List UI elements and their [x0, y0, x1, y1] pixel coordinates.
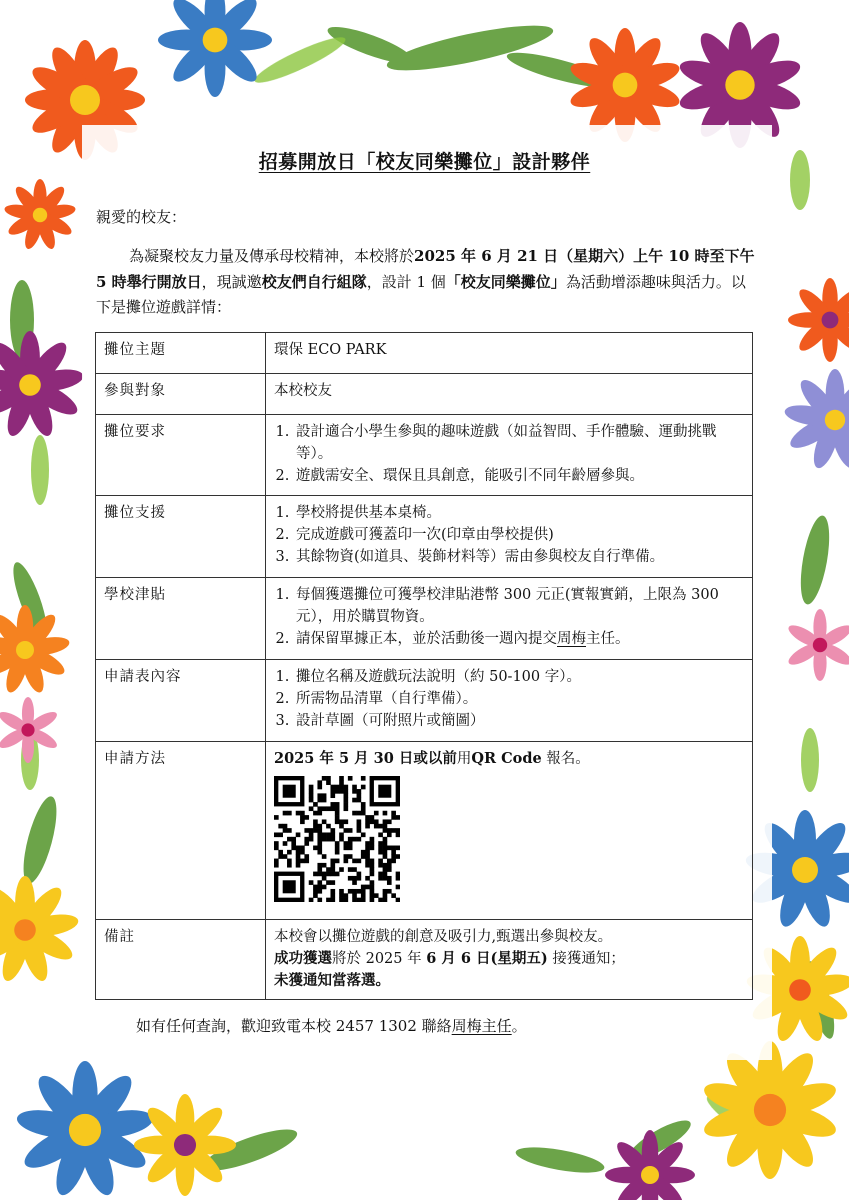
list-item: 1. 學校將提供基本桌椅。: [294, 502, 744, 524]
not-selected-note: 未獲通知當落選。: [274, 972, 390, 989]
row-value: [266, 496, 753, 578]
allowance-text: 請保留單據正本，並於活動後一週內提交: [296, 631, 557, 647]
intro-booth: 「校友同樂攤位」: [445, 272, 566, 291]
intro-text-4: 為活動增添趣味與活力。以下是攤位遊戲詳情：: [96, 272, 746, 316]
table-row: [96, 660, 753, 742]
intro-team: 校友們自行組隊: [261, 272, 367, 291]
table-row: [96, 742, 753, 920]
table-row: [96, 333, 753, 374]
list-item: 2. 完成遊戲可獲蓋印一次(印章由學校提供): [294, 524, 744, 546]
row-label: 備註: [96, 920, 266, 1000]
remarks-line-3: [274, 970, 744, 992]
form-list: [274, 666, 744, 732]
list-item: 1. 每個獲選攤位可獲學校津貼港幣 300 元正(實報實銷，上限為 300 元），用於購買物資。: [294, 584, 744, 628]
remarks-notify: 接獲通知；: [552, 951, 625, 967]
method-text: [274, 748, 744, 770]
list-item: 1. 設計適合小學生參與的趣味遊戲（如益智問、手作體驗、運動挑戰等）。: [294, 421, 744, 465]
qr-code-icon[interactable]: [274, 776, 744, 909]
list-item: 2. 所需物品清單（自行準備）。: [294, 688, 744, 710]
row-value: [266, 578, 753, 660]
list-item: 3. 設計草圖（可附照片或簡圖）: [294, 710, 744, 732]
footer-contact-name: 周梅主任: [451, 1017, 512, 1035]
table-row: [96, 920, 753, 1000]
remarks-line-1: 本校會以攤位遊戲的創意及吸引力,甄選出參與校友。: [274, 929, 613, 945]
requirements-list: [274, 421, 744, 487]
table-row: [96, 415, 753, 496]
intro-text-2: ，現誠邀: [201, 272, 262, 291]
allowance-list: [274, 584, 744, 650]
table-row: [96, 374, 753, 415]
row-value: [266, 742, 753, 920]
row-label: 參與對象: [96, 374, 266, 415]
intro-date: 2025 年 6 月 21 日（星期六）上午 10 時至下午 5 時舉行開放日: [96, 247, 755, 291]
intro-paragraph: [96, 244, 756, 321]
remarks-year: 將於 2025 年: [332, 951, 422, 967]
row-value: [266, 660, 753, 742]
details-table: [95, 332, 753, 1000]
row-label: 學校津貼: [96, 578, 266, 660]
deadline: 2025 年 5 月 30 日或以前: [274, 750, 457, 767]
allowance-text-end: 主任。: [586, 631, 630, 647]
method-mid: 用: [456, 751, 472, 767]
selected-label: 成功獲選: [274, 950, 332, 967]
row-label: 申請方法: [96, 742, 266, 920]
list-item: 3. 其餘物資(如道具、裝飾材料等）需由參與校友自行準備。: [294, 546, 744, 568]
support-list: [274, 502, 744, 568]
list-item: 2. 遊戲需安全、環保且具創意，能吸引不同年齡層參與。: [294, 465, 744, 487]
page-title: 招募開放日「校友同樂攤位」設計夥伴: [258, 151, 591, 173]
greeting: 親愛的校友：: [96, 208, 187, 226]
row-value: [266, 920, 753, 1000]
qr-code-graphic: [274, 776, 400, 902]
row-label: 攤位支援: [96, 496, 266, 578]
qr-label: QR Code: [471, 750, 542, 767]
row-label: 申請表內容: [96, 660, 266, 742]
intro-text-1: 為凝聚校友力量及傳承母校精神，本校將於: [129, 247, 415, 265]
row-value: [266, 415, 753, 496]
row-value: 環保 ECO PARK: [266, 333, 753, 374]
footer-end: 。: [511, 1017, 527, 1035]
row-label: 攤位主題: [96, 333, 266, 374]
table-row: [96, 496, 753, 578]
table-row: [96, 578, 753, 660]
teacher-name: 周梅: [557, 631, 586, 647]
method-end: 報名。: [541, 751, 590, 767]
list-item: [294, 628, 744, 650]
row-value: 本校校友: [266, 374, 753, 415]
intro-text-3: ，設計 1 個: [366, 272, 446, 291]
row-label: 攤位要求: [96, 415, 266, 496]
contact-footer: [136, 1015, 527, 1036]
footer-text: 如有任何查詢，歡迎致電本校 2457 1302 聯絡: [136, 1017, 452, 1035]
notify-date: 6 月 6 日(星期五): [426, 950, 548, 967]
list-item: 1. 攤位名稱及遊戲玩法說明（約 50-100 字）。: [294, 666, 744, 688]
remarks-line-2: [274, 948, 744, 970]
